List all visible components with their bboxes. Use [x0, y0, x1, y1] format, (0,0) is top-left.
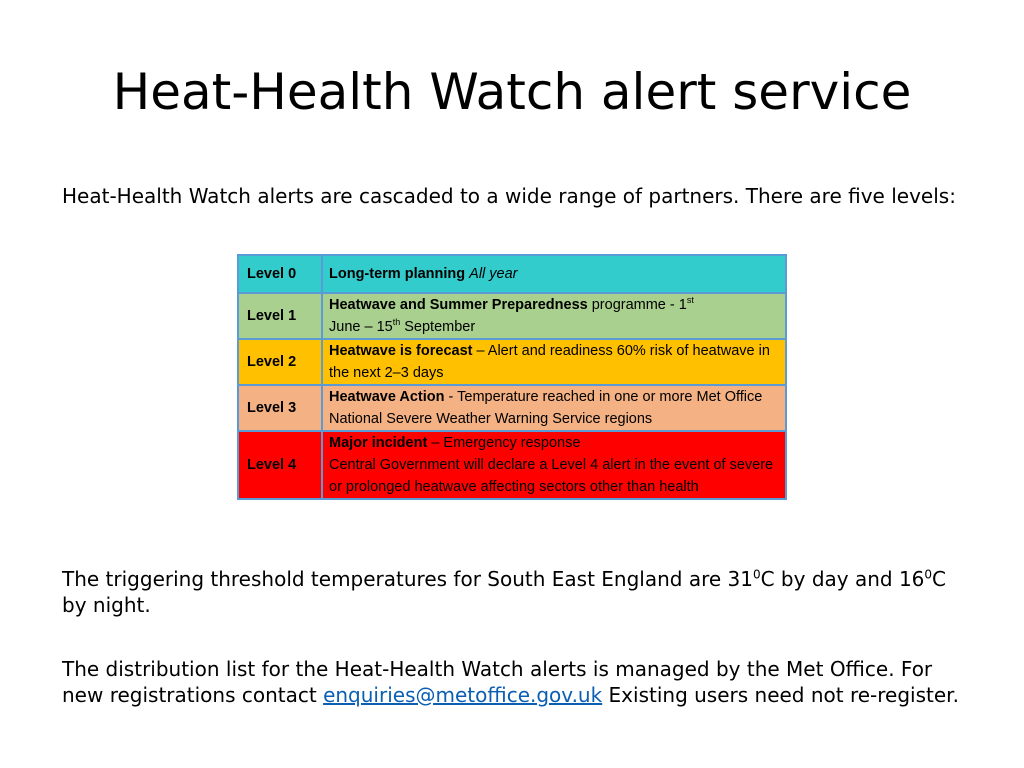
table-row-level-0 [238, 255, 786, 293]
level-text: September [400, 319, 476, 335]
intro-text: Heat-Health Watch alerts are cascaded to a wide range of partners. There are five levels: [62, 184, 956, 208]
degree-superscript: 0 [752, 567, 761, 582]
level-label: Level 0 [238, 255, 322, 293]
threshold-part: The triggering threshold temperatures for South East England are 31 [62, 567, 753, 591]
table-row-level-3 [238, 385, 786, 431]
degree-superscript: 0 [924, 567, 933, 582]
level-label: Level 4 [238, 431, 322, 499]
level-label: Level 3 [238, 385, 322, 431]
level-label: Level 2 [238, 339, 322, 385]
ordinal-suffix: st [686, 295, 694, 306]
level-detail: Central Government will declare a Level 4 alert in the event of severe or prolonged heatwave affecting sectors other than health [329, 457, 774, 495]
level-text: – Alert and readiness 60% risk of heatwave in the next 2–3 days [329, 343, 770, 381]
level-text: June – 15 [329, 319, 393, 335]
distribution-text [62, 656, 972, 708]
level-description [322, 255, 786, 293]
level-title: Heatwave is forecast [329, 343, 473, 359]
slide-title: Heat-Health Watch alert service [112, 63, 912, 121]
level-text: - Temperature reached in one or more Met Office National Severe Weather Warning Service regions [329, 389, 763, 427]
level-text: programme - 1 [587, 297, 687, 313]
level-label: Level 1 [238, 293, 322, 339]
level-period: All year [469, 266, 518, 282]
table-row-level-1 [238, 293, 786, 339]
table-row-level-2 [238, 339, 786, 385]
level-title: Heatwave and Summer Preparedness [329, 297, 588, 313]
threshold-part: C by night. [62, 567, 947, 617]
level-description [322, 431, 786, 499]
table-row-level-4 [238, 431, 786, 499]
level-title: Long-term planning [329, 266, 466, 282]
distribution-part: The distribution list for the Heat-Health Watch alerts is managed by the Met Office. For new registrations contact [62, 657, 933, 707]
level-description [322, 293, 786, 339]
alert-levels-table [237, 254, 787, 500]
level-text: – Emergency response [427, 435, 581, 451]
email-link[interactable]: enquiries@metoffice.gov.uk [323, 683, 603, 707]
ordinal-suffix: th [392, 317, 401, 328]
level-description [322, 339, 786, 385]
level-title: Major incident [329, 435, 428, 451]
distribution-part: Existing users need not re-register. [602, 683, 959, 707]
level-title: Heatwave Action [329, 389, 445, 405]
threshold-text [62, 566, 972, 618]
level-description [322, 385, 786, 431]
threshold-part: C by day and 16 [760, 567, 925, 591]
